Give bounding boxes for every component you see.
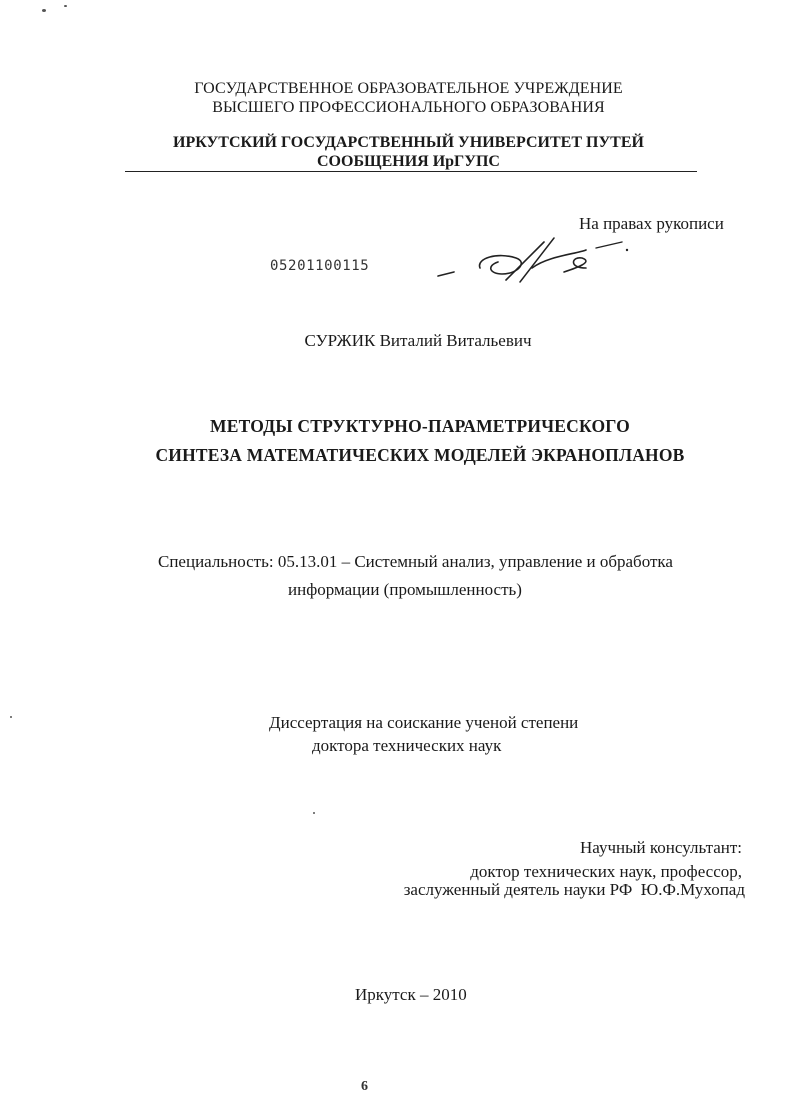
consultant-label: Научный консультант: <box>580 838 742 857</box>
scan-speck <box>42 9 46 12</box>
specialty-line-1: Специальность: 05.13.01 – Системный анализ, управление и обработка <box>158 552 673 571</box>
consultant-degree: доктор технических наук, профессор, <box>470 862 742 881</box>
dissertation-degree-line-1: Диссертация на соискание ученой степени <box>269 713 579 732</box>
title-line-1: МЕТОДЫ СТРУКТУРНО-ПАРАМЕТРИЧЕСКОГО <box>210 416 630 436</box>
title-line-2: СИНТЕЗА МАТЕМАТИЧЕСКИХ МОДЕЛЕЙ ЭКРАНОПЛАНОВ <box>155 445 685 465</box>
header-divider <box>125 171 697 172</box>
institution-line-1: ГОСУДАРСТВЕННОЕ ОБРАЗОВАТЕЛЬНОЕ УЧРЕЖДЕНИЕ <box>194 80 623 97</box>
specialty-line-2: информации (промышленность) <box>288 580 522 599</box>
manuscript-rights: На правах рукописи <box>579 214 724 233</box>
university-line-1: ИРКУТСКИЙ ГОСУДАРСТВЕННЫЙ УНИВЕРСИТЕТ ПУТЕЙ <box>173 134 644 151</box>
dissertation-title <box>0 412 799 470</box>
author-name: СУРЖИК Виталий Витальевич <box>304 331 532 350</box>
scan-speck <box>10 716 12 718</box>
city-year: Иркутск – 2010 <box>355 985 467 1004</box>
university-line-2: СООБЩЕНИЯ ИрГУПС <box>317 153 500 170</box>
dissertation-degree-line-2: доктора технических наук <box>312 736 502 755</box>
page-mark: 6 <box>361 1079 368 1094</box>
institution-header <box>0 79 799 117</box>
consultant-honor: заслуженный деятель науки РФ Ю.Ф.Мухопад <box>403 880 745 899</box>
scan-speck <box>64 5 67 7</box>
scan-speck <box>313 812 315 814</box>
handwritten-signature <box>436 228 636 288</box>
university-name <box>0 133 799 171</box>
registration-number: 05201100115 <box>270 258 370 274</box>
institution-line-2: ВЫСШЕГО ПРОФЕССИОНАЛЬНОГО ОБРАЗОВАНИЯ <box>212 99 605 116</box>
